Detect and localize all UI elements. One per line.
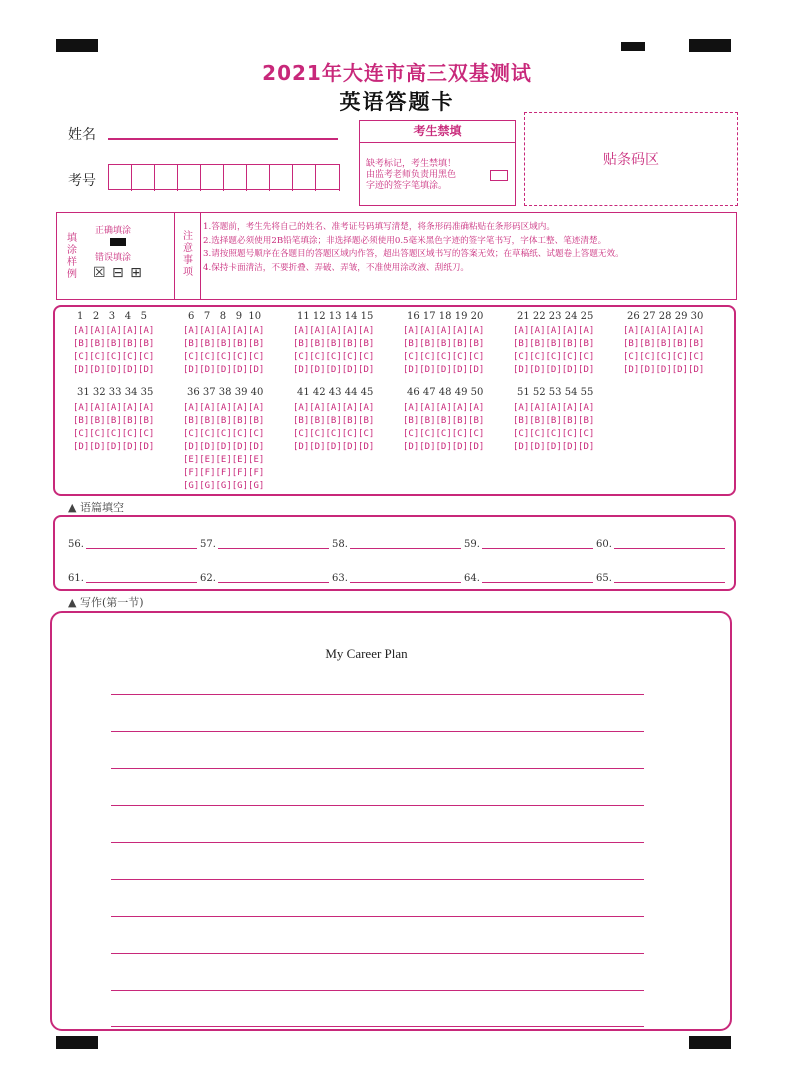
wrong-fill-label: 错误填涂	[95, 253, 132, 263]
choice-row[interactable]: [B][B][B][B][B]	[513, 339, 595, 349]
blank-answer-line[interactable]	[350, 548, 461, 549]
choice-row[interactable]: [C][C][C][C][C]	[513, 352, 595, 362]
blank-answer-line[interactable]	[218, 548, 329, 549]
correct-fill-label: 正确填涂	[95, 226, 132, 236]
question-numbers: 6 7 8 9 10	[188, 311, 262, 322]
blank-answer-line[interactable]	[350, 582, 461, 583]
id-cell[interactable]	[178, 165, 201, 191]
forbidden-title: 考生禁填	[360, 121, 515, 143]
writing-line[interactable]	[111, 953, 644, 954]
sheet-subtitle: 英语答题卡	[339, 90, 455, 114]
question-numbers: 31 32 33 34 35	[77, 387, 154, 398]
timing-mark-top-mid	[621, 42, 645, 51]
blank-number: 63.	[332, 573, 348, 584]
absence-mark-box[interactable]	[490, 170, 508, 181]
instructions-box	[56, 212, 737, 300]
choice-row[interactable]: [B][B][B][B][B]	[293, 339, 375, 349]
choice-row[interactable]: [D][D][D][D][D]	[293, 442, 375, 452]
note-item: 2.选择题必须使用2B铅笔填涂；非选择题必须使用0.5毫米黑色字迹的签字笔书写，字体工整、笔迹清楚。	[203, 235, 607, 246]
choice-row[interactable]: [C][C][C][C][C]	[513, 429, 595, 439]
writing-title: My Career Plan	[325, 646, 408, 661]
choice-row[interactable]: [C][C][C][C][C]	[293, 429, 375, 439]
notes-list	[203, 221, 733, 275]
choice-row[interactable]: [D][D][D][D][D]	[73, 365, 155, 375]
exam-title: 2021年大连市高三双基测试	[262, 61, 532, 85]
choice-row[interactable]: [D][D][D][D][D]	[403, 442, 485, 452]
timing-mark-bottom-right	[689, 1036, 731, 1049]
sample-label: 填 涂 样 例	[67, 233, 77, 280]
choice-row[interactable]: [D][D][D][D][D]	[183, 442, 265, 452]
writing-line[interactable]	[111, 916, 644, 917]
writing-line[interactable]	[111, 805, 644, 806]
choice-row[interactable]: [A][A][A][A][A]	[623, 326, 705, 336]
blank-answer-line[interactable]	[614, 582, 725, 583]
writing-line[interactable]	[111, 768, 644, 769]
choice-row[interactable]: [D][D][D][D][D]	[623, 365, 705, 375]
question-numbers: 11 12 13 14 15	[297, 311, 374, 322]
id-cell[interactable]	[109, 165, 132, 191]
blank-answer-line[interactable]	[86, 582, 197, 583]
choice-row[interactable]: [C][C][C][C][C]	[73, 429, 155, 439]
choice-row[interactable]: [A][A][A][A][A]	[73, 403, 155, 413]
writing-line[interactable]	[111, 879, 644, 880]
note-item: 4.保持卡面清洁，不要折叠、弄破、弄皱，不准使用涂改液、刮纸刀。	[203, 262, 470, 273]
id-cell[interactable]	[247, 165, 270, 191]
blank-answer-line[interactable]	[482, 548, 593, 549]
choice-row[interactable]: [F][F][F][F][F]	[183, 468, 265, 478]
question-numbers: 21 22 23 24 25	[517, 311, 594, 322]
blank-number: 58.	[332, 539, 348, 550]
choice-row[interactable]: [A][A][A][A][A]	[513, 403, 595, 413]
correct-fill-sample	[110, 238, 126, 246]
choice-row[interactable]: [C][C][C][C][C]	[73, 352, 155, 362]
forbidden-box	[359, 120, 516, 206]
name-field[interactable]	[108, 138, 338, 140]
choice-row[interactable]: [G][G][G][G][G]	[183, 481, 265, 491]
choice-row[interactable]: [D][D][D][D][D]	[403, 365, 485, 375]
blank-answer-line[interactable]	[218, 582, 329, 583]
blank-number: 64.	[464, 573, 480, 584]
choice-row[interactable]: [D][D][D][D][D]	[183, 365, 265, 375]
id-cell[interactable]	[293, 165, 316, 191]
timing-mark-bottom-left	[56, 1036, 98, 1049]
writing-region	[50, 611, 732, 1031]
choice-row[interactable]: [B][B][B][B][B]	[73, 416, 155, 426]
choice-row[interactable]: [A][A][A][A][A]	[513, 326, 595, 336]
blank-number: 57.	[200, 539, 216, 550]
barcode-area	[524, 112, 738, 206]
question-numbers: 16 17 18 19 20	[407, 311, 484, 322]
note-item: 3.请按照题号顺序在各题目的答题区域内作答，超出答题区域书写的答案无效；在草稿纸、试题卷上答题无效。	[203, 249, 624, 259]
id-cell[interactable]	[155, 165, 178, 191]
writing-line[interactable]	[111, 731, 644, 732]
choice-row[interactable]: [B][B][B][B][B]	[73, 339, 155, 349]
question-numbers: 46 47 48 49 50	[407, 387, 484, 398]
choice-row[interactable]: [C][C][C][C][C]	[403, 352, 485, 362]
blank-number: 65.	[596, 573, 612, 584]
question-numbers: 26 27 28 29 30	[627, 311, 704, 322]
choice-row[interactable]: [D][D][D][D][D]	[513, 442, 595, 452]
blank-number: 61.	[68, 573, 84, 584]
notes-label-cell	[175, 213, 201, 299]
choice-row[interactable]: [A][A][A][A][A]	[73, 326, 155, 336]
id-label: 考号	[68, 173, 96, 189]
id-cell[interactable]	[224, 165, 247, 191]
choice-row[interactable]: [C][C][C][C][C]	[293, 352, 375, 362]
question-numbers: 36 37 38 39 40	[187, 387, 264, 398]
question-numbers: 41 42 43 44 45	[297, 387, 374, 398]
cloze-region	[53, 515, 736, 591]
exam-id-grid[interactable]	[108, 164, 340, 190]
id-cell[interactable]	[270, 165, 293, 191]
forbidden-text: 缺考标记，考生禁填！ 由监考老师负责用黑色 字迹的签字笔填涂。	[366, 159, 457, 191]
choice-row[interactable]: [B][B][B][B][B]	[403, 339, 485, 349]
writing-line[interactable]	[111, 1026, 644, 1027]
choice-row[interactable]: [A][A][A][A][A]	[403, 403, 485, 413]
choice-row[interactable]: [A][A][A][A][A]	[183, 403, 265, 413]
choice-row[interactable]: [D][D][D][D][D]	[293, 365, 375, 375]
id-cell[interactable]	[132, 165, 155, 191]
choice-row[interactable]: [A][A][A][A][A]	[293, 403, 375, 413]
choice-row[interactable]: [D][D][D][D][D]	[73, 442, 155, 452]
choice-row[interactable]: [C][C][C][C][C]	[183, 352, 265, 362]
wrong-fill-samples: ☒ ⊟ ⊞	[93, 265, 143, 281]
writing-line[interactable]	[111, 842, 644, 843]
blank-number: 60.	[596, 539, 612, 550]
choice-row[interactable]: [C][C][C][C][C]	[623, 352, 705, 362]
choice-row[interactable]: [C][C][C][C][C]	[403, 429, 485, 439]
writing-line[interactable]	[111, 990, 644, 991]
timing-mark-top-right	[689, 39, 731, 52]
blank-number: 59.	[464, 539, 480, 550]
blank-answer-line[interactable]	[482, 582, 593, 583]
writing-line[interactable]	[111, 694, 644, 695]
blank-answer-line[interactable]	[86, 548, 197, 549]
choice-row[interactable]: [A][A][A][A][A]	[403, 326, 485, 336]
timing-mark-top-left	[56, 39, 98, 52]
choice-row[interactable]: [B][B][B][B][B]	[623, 339, 705, 349]
choice-row[interactable]: [B][B][B][B][B]	[513, 416, 595, 426]
sample-panel	[57, 213, 175, 299]
choice-row[interactable]: [E][E][E][E][E]	[183, 455, 265, 465]
blank-number: 62.	[200, 573, 216, 584]
choice-row[interactable]: [B][B][B][B][B]	[183, 339, 265, 349]
choice-row[interactable]: [A][A][A][A][A]	[293, 326, 375, 336]
choice-row[interactable]: [B][B][B][B][B]	[403, 416, 485, 426]
cloze-heading: ▲ 语篇填空	[68, 501, 124, 514]
name-label: 姓名	[68, 127, 96, 143]
id-cell[interactable]	[316, 165, 340, 191]
barcode-label: 贴条码区	[603, 152, 659, 168]
question-numbers: 51 52 53 54 55	[517, 387, 594, 398]
choice-row[interactable]: [A][A][A][A][A]	[183, 326, 265, 336]
notes-label: 注 意 事 项	[183, 231, 193, 278]
question-numbers: 1 2 3 4 5	[77, 311, 147, 322]
id-cell[interactable]	[201, 165, 224, 191]
blank-answer-line[interactable]	[614, 548, 725, 549]
note-item: 1.答题前，考生先将自己的姓名、准考证号码填写清楚，将条形码准确粘贴在条形码区域内。	[203, 222, 555, 232]
choice-row[interactable]: [D][D][D][D][D]	[513, 365, 595, 375]
choice-row[interactable]: [C][C][C][C][C]	[183, 429, 265, 439]
writing-heading: ▲ 写作(第一节)	[68, 596, 144, 609]
choice-row[interactable]: [B][B][B][B][B]	[183, 416, 265, 426]
choice-row[interactable]: [B][B][B][B][B]	[293, 416, 375, 426]
blank-number: 56.	[68, 539, 84, 550]
